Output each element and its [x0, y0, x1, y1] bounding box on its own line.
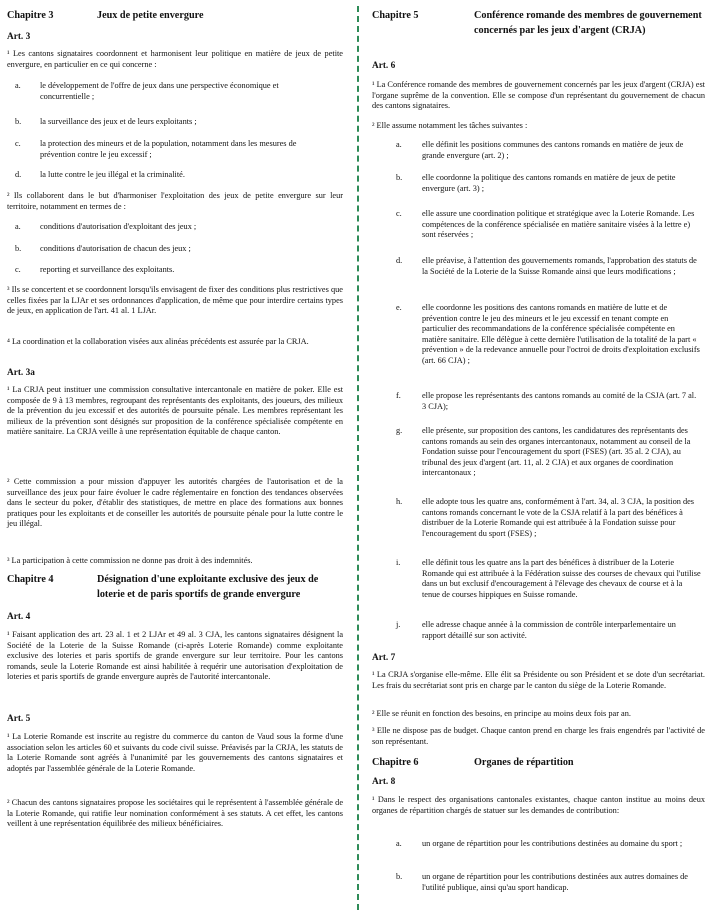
- list-marker: j.: [396, 620, 401, 629]
- list-item-text: elle définit tous les quatre ans la part des bénéfices à distribuer de la Loterie Romande qui est attribuée à la Fédération suisse des courses de chevaux qui l'utilise dans un but exclusif d'encouragement à l'élevage des chevaux de course et à la tenue de courses hippiques en Suisse romande.: [422, 558, 701, 599]
- column-divider: [357, 6, 359, 910]
- list-marker: d.: [396, 256, 403, 265]
- list-item-text: la protection des mineurs et de la population, notamment dans les mesures de prévention contre le jeu excessif ;: [40, 139, 297, 159]
- list-item-text: elle présente, sur proposition des cantons, les candidatures des représentants des cantons romands au sein des organes intercantonaux, notamment au conseil de la Fondation suisse pour l'encouragement du sport (FSES) (art. 35 al. 2 CJA), au tribunal des jeux d'argent (art. 11, al. 2 CJA) et aux organes de coordination intercantonaux ;: [422, 426, 691, 478]
- list-item-text: la lutte contre le jeu illégal et la criminalité.: [40, 170, 185, 179]
- list-marker: b.: [396, 173, 403, 182]
- list-marker: g.: [396, 426, 403, 435]
- list-item-text: elle assure une coordination politique et stratégique avec la Loterie Romande. Les compétences de la conférence spécialisée en matière sanitaire visées à la lettre e) sont réservées ;: [422, 209, 695, 240]
- list-marker: a.: [15, 222, 21, 231]
- chapter-number: Chapitre 4: [7, 574, 54, 585]
- chapter-number: Chapitre 3: [7, 10, 54, 21]
- list-item-text: conditions d'autorisation d'exploitant des jeux ;: [40, 222, 197, 231]
- list-item-text: le développement de l'offre de jeux dans une perspective économique et concurrentielle ;: [40, 81, 279, 101]
- list-item-text: elle coordonne la politique des cantons romands en matière de jeux de petite envergure (art. 3) ;: [422, 173, 676, 193]
- list-marker: c.: [15, 265, 21, 274]
- paragraph: ² Elle assume notamment les tâches suivantes :: [372, 121, 528, 130]
- list-item-text: elle préavise, à l'attention des gouvernements romands, l'approbation des statuts de la Société de la Loterie de la Suisse Romande ainsi que leurs modifications ;: [422, 256, 697, 276]
- article-6-heading: Art. 6: [372, 61, 396, 71]
- paragraph: ² Elle se réunit en fonction des besoins, en principe au moins deux fois par an.: [372, 709, 631, 718]
- paragraph: ¹ La Conférence romande des membres de gouvernement concernés par les jeux d'argent (CRJA) est l'organe suprême de la convention. Elle se compose d'un représentant du gouvernement de chacun des cantons signataires.: [372, 80, 705, 111]
- paragraph: ³ Ils se concertent et se coordonnent lorsqu'ils envisagent de fixer des conditions plus restrictives que celles fixées par la LJAr et ses ordonnances d'application, de même que pour interdire certains types de jeux, en application de l'art. 41 al. 1 LJAr.: [7, 285, 343, 316]
- list-marker: a.: [15, 81, 21, 90]
- paragraph: ¹ Dans le respect des organisations cantonales existantes, chaque canton institue au moins deux organes de répartition chargés de statuer sur les demandes de contribution:: [372, 795, 705, 815]
- right-column: [372, 0, 705, 916]
- paragraph: ² Ils collaborent dans le but d'harmoniser l'exploitation des jeux de petite envergure sur leur territoire, notamment en termes de :: [7, 191, 343, 211]
- list-marker: f.: [396, 391, 401, 400]
- article-4-heading: Art. 4: [7, 612, 31, 622]
- paragraph: ⁴ La coordination et la collaboration visées aux alinéas précédents est assurée par la CRJA.: [7, 337, 309, 346]
- left-column: [7, 0, 343, 916]
- paragraph: ¹ Les cantons signataires coordonnent et harmonisent leur politique en matière de jeux de petite envergure, en particulier en ce qui concerne :: [7, 49, 343, 69]
- list-marker: b.: [15, 117, 22, 126]
- article-7-heading: Art. 7: [372, 653, 396, 663]
- list-marker: e.: [396, 303, 402, 312]
- chapter-number: Chapitre 5: [372, 10, 419, 21]
- list-marker: a.: [396, 839, 402, 848]
- article-3a-heading: Art. 3a: [7, 368, 35, 378]
- list-marker: a.: [396, 140, 402, 149]
- list-marker: c.: [15, 139, 21, 148]
- paragraph: ² Cette commission a pour mission d'appuyer les autorités chargées de l'autorisation et de la surveillance des jeux pour faire évoluer le cadre réglementaire en fonction des tendances observées dans le secteur du poker, d'établir des statistiques, de mettre en place des formations aux bonnes pratiques pour les exploitants et de conseiller les autorités de poursuite pénale pour la lutte contre le jeu illégal.: [7, 477, 343, 529]
- chapter-title: Jeux de petite envergure: [97, 10, 204, 21]
- paragraph: ¹ Faisant application des art. 23 al. 1 et 2 LJAr et 49 al. 3 CJA, les cantons signataires désignent la Société de la Loterie de la Suisse Romande (ci-après Loterie Romande) comme exploitante exclusive des loteries et paris sportifs de grande envergure sur leur territoire. Pour les cantons romands, seule la Loterie Romande est ainsi habilitée à requérir une autorisation d'exploitation de loteries et paris sportifs de grande envergure auprès de l'autorité intercantonale.: [7, 630, 343, 682]
- chapter-title: Conférence romande des membres de gouvernement concernés par les jeux d'argent (CRJA): [474, 10, 702, 36]
- list-item-text: conditions d'autorisation de chacun des jeux ;: [40, 244, 191, 253]
- list-marker: c.: [396, 209, 402, 218]
- list-marker: b.: [15, 244, 22, 253]
- article-8-heading: Art. 8: [372, 777, 396, 787]
- list-marker: h.: [396, 497, 403, 506]
- chapter-title: Désignation d'une exploitante exclusive des jeux de loterie et de paris sportifs de grande envergure: [97, 574, 319, 600]
- list-item-text: elle adresse chaque année à la commission de contrôle interparlementaire un rapport détaillé sur son activité.: [422, 620, 676, 640]
- article-3-heading: Art. 3: [7, 32, 31, 42]
- list-item-text: un organe de répartition pour les contributions destinées au domaine du sport ;: [422, 839, 683, 848]
- paragraph: ³ La participation à cette commission ne donne pas droit à des indemnités.: [7, 556, 253, 565]
- article-5-heading: Art. 5: [7, 714, 31, 724]
- paragraph: ¹ La CRJA peut instituer une commission consultative intercantonale en matière de poker. Elle est composée de 9 à 13 membres, regroupant des représentants des exploitants, des joueurs, des milieux de la prévention du jeu excessif et des autorités de poursuite pénale. Les membres représentant les milieux de la prévention sont désignés sur proposition de la conférence spécialisée compétente en matière sanitaire. La CRJA veille à une représentation équitable de chaque canton.: [7, 385, 343, 437]
- chapter-title: Organes de répartition: [474, 757, 574, 768]
- list-item-text: un organe de répartition pour les contributions destinées aux autres domaines de l'utilité publique, ainsi qu'au sport handicap.: [422, 872, 688, 892]
- paragraph: ² Chacun des cantons signataires propose les sociétaires qui le représentent à l'assemblée générale de la Loterie Romande, qui ratifie leur nomination conformément à ses statuts. A cet effet, les cantons veillent à une représentation équilibrée des milieux bénéficiaires.: [7, 798, 343, 829]
- paragraph: ¹ La CRJA s'organise elle-même. Elle élit sa Présidente ou son Président et se dote d'un secrétariat. Les frais du secrétariat sont pris en charge par le canton du siège de la Loterie Romande.: [372, 670, 705, 690]
- list-item-text: elle propose les représentants des cantons romands au comité de la CSJA (art. 7 al. 3 CJA);: [422, 391, 697, 411]
- paragraph: ³ Elle ne dispose pas de budget. Chaque canton prend en charge les frais engendrés par l'activité de son représentant.: [372, 726, 705, 746]
- list-marker: d.: [15, 170, 22, 179]
- list-marker: b.: [396, 872, 403, 881]
- list-item-text: la surveillance des jeux et de leurs exploitants ;: [40, 117, 197, 126]
- list-item-text: elle définit les positions communes des cantons romands en matière de jeux de grande envergure (art. 2) ;: [422, 140, 684, 160]
- list-item-text: reporting et surveillance des exploitants.: [40, 265, 175, 274]
- paragraph: ¹ La Loterie Romande est inscrite au registre du commerce du canton de Vaud sous la forme d'une association selon les articles 60 et suivants du code civil suisse. Préavisés par la CRJA, les statuts de la Loterie Romande sont agréés à l'unanimité par les gouvernements des cantons signataires et adoptés par l'assemblée générale de la Loterie Romande.: [7, 732, 343, 773]
- list-item-text: elle adopte tous les quatre ans, conformément à l'art. 34, al. 3 CJA, la position des cantons romands concernant le vote de la CSJA relatif à la part des bénéfices à distribuer de la Loterie Romande qui est attribuée à la Fondation suisse pour l'encouragement du sport (FSES) ;: [422, 497, 694, 538]
- chapter-number: Chapitre 6: [372, 757, 419, 768]
- list-marker: i.: [396, 558, 401, 567]
- list-item-text: elle coordonne les positions des cantons romands en matière de lutte et de prévention contre le jeu des mineurs et le jeu excessif en tenant compte en particulier des recommandations de la conférence spécialisée compétente en matière sanitaire. Elle délègue à cette dernière l'utilisation de la totalité de la part « prévention » de la redevance annuelle pour l'octroi de droits d'exploitation exclusifs (art. 66 CJA) ;: [422, 303, 700, 365]
